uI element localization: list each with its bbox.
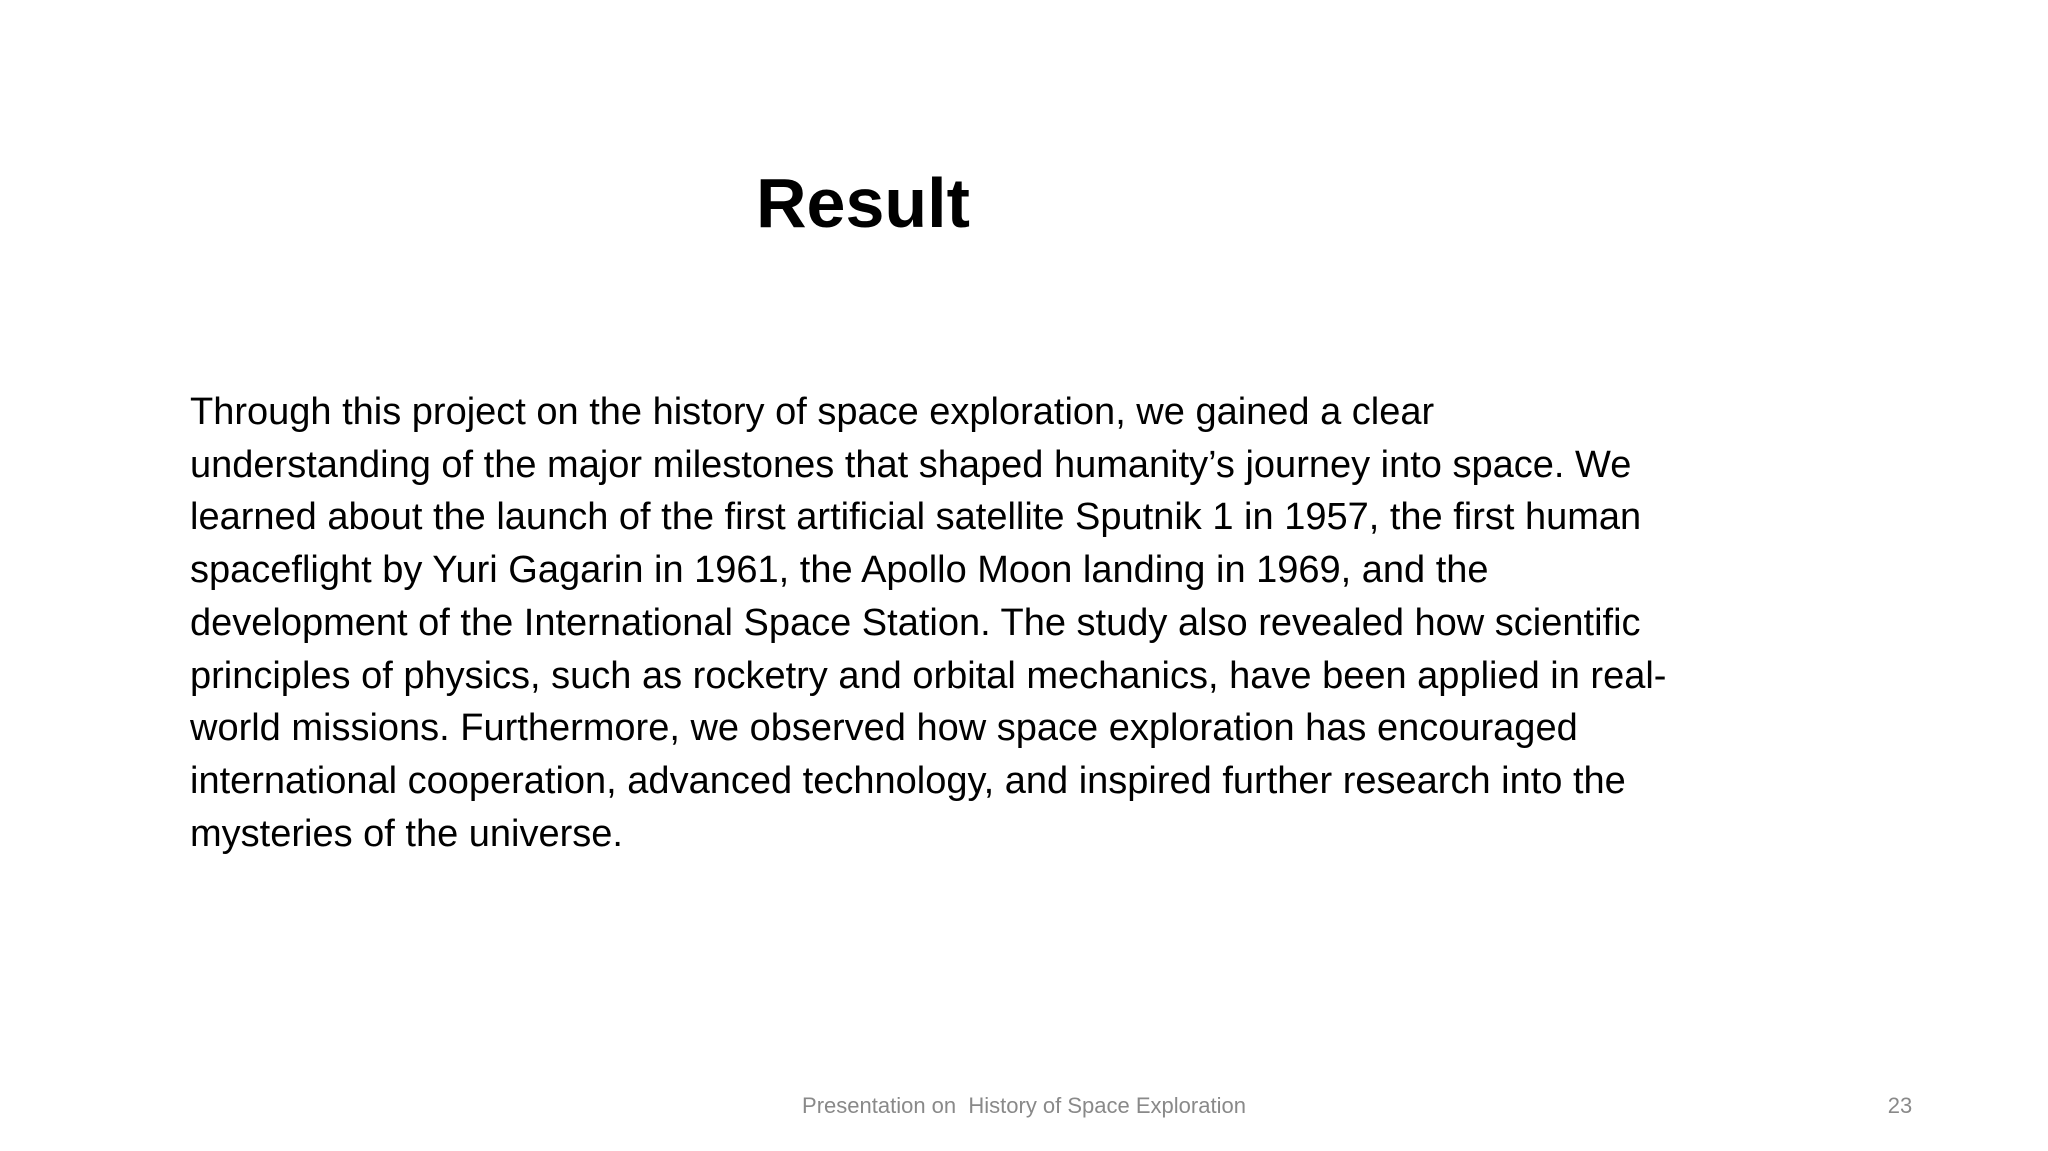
page-number: 23: [1887, 1093, 1913, 1118]
body-line: learned about the launch of the first artificial satellite Sputnik 1 in 1957, the first human: [190, 496, 1642, 539]
body-line: principles of physics, such as rocketry and orbital mechanics, have been applied in real-: [190, 654, 1667, 697]
body-paragraph: [190, 386, 1790, 860]
slide-title: Result: [756, 164, 970, 242]
body-line: mysteries of the universe.: [190, 812, 623, 855]
body-line: Through this project on the history of space exploration, we gained a clear: [190, 391, 1435, 433]
body-line: development of the International Space Station. The study also revealed how scientific: [190, 601, 1641, 644]
body-line: world missions. Furthermore, we observed how space exploration has encouraged: [190, 707, 1578, 750]
body-line: international cooperation, advanced technology, and inspired further research into the: [190, 759, 1626, 802]
body-line: understanding of the major milestones that shaped humanity’s journey into space. We: [190, 443, 1632, 486]
footer-text: Presentation on History of Space Exploration: [802, 1093, 1246, 1118]
body-line: spaceflight by Yuri Gagarin in 1961, the Apollo Moon landing in 1969, and the: [190, 549, 1489, 592]
